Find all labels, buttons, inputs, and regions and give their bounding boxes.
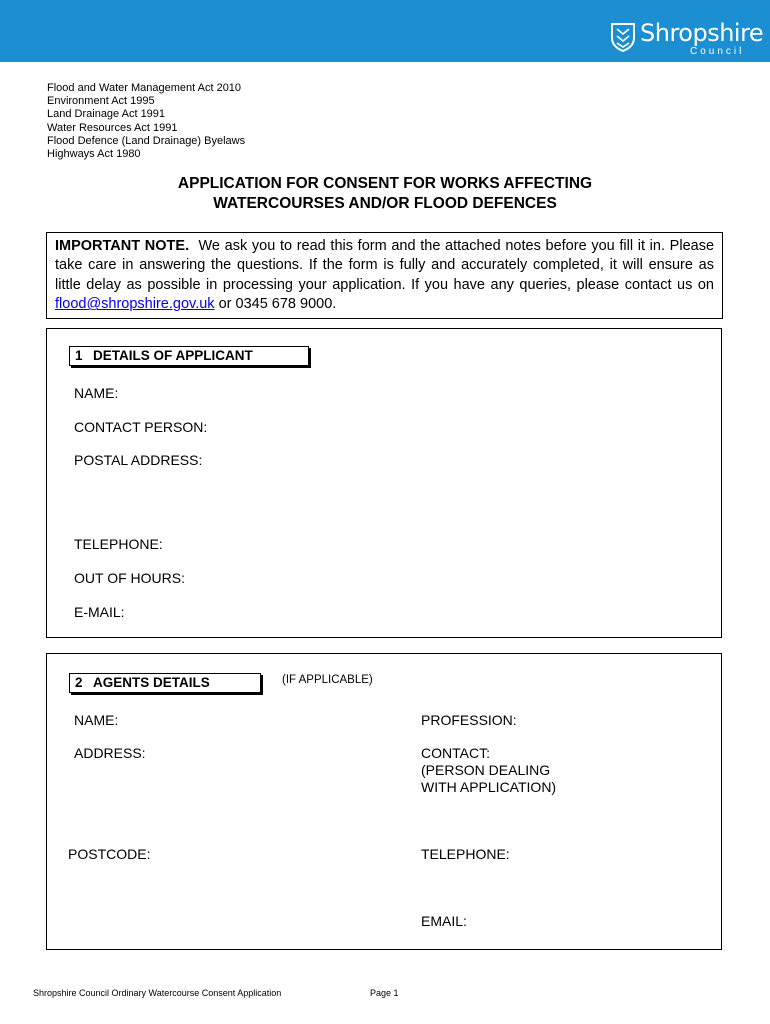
section-number: 1 xyxy=(75,348,83,363)
note-text: We ask you to read this form and the attached notes before you fill it in. Please take care in answering the questions. If the form is fully and accurately completed, it will ensure as little delay as possible in processing your application. If you have any queries, please contact us on xyxy=(55,238,715,293)
applicant-details-section xyxy=(46,328,722,638)
contact-label-line-2: (PERSON DEALING xyxy=(421,762,551,778)
address-label: ADDRESS: xyxy=(74,745,146,761)
footer-document-name: Shropshire Council Ordinary Watercourse Consent Application xyxy=(33,988,282,998)
logo-sub: Council xyxy=(690,46,745,57)
act-item: Land Drainage Act 1991 xyxy=(47,108,166,121)
shropshire-council-logo xyxy=(610,16,764,57)
agent-email-label: EMAIL: xyxy=(421,913,467,929)
page-title xyxy=(0,174,770,214)
contact-label-line-3: WITH APPLICATION) xyxy=(421,779,557,795)
section-title: DETAILS OF APPLICANT xyxy=(93,348,253,363)
footer-page-number: Page 1 xyxy=(370,988,399,998)
agent-name-label: NAME: xyxy=(74,712,119,728)
act-item: Water Resources Act 1991 xyxy=(47,121,178,134)
title-line-1: APPLICATION FOR CONSENT FOR WORKS AFFECTING xyxy=(177,175,593,192)
contact-person-label: CONTACT PERSON: xyxy=(74,419,208,435)
logo-name: Shropshire xyxy=(640,19,764,47)
section-2-heading xyxy=(69,673,261,693)
note-heading: IMPORTANT NOTE. xyxy=(55,238,190,254)
acts-list xyxy=(47,82,245,161)
agent-telephone-label: TELEPHONE: xyxy=(421,846,510,862)
telephone-label: TELEPHONE: xyxy=(74,536,163,552)
agents-details-section xyxy=(46,653,722,950)
out-of-hours-label: OUT OF HOURS: xyxy=(74,570,185,586)
contact-email-link[interactable]: flood@shropshire.gov.uk xyxy=(55,296,215,313)
act-item: Flood Defence (Land Drainage) Byelaws xyxy=(47,134,246,147)
postcode-label: POSTCODE: xyxy=(68,846,151,862)
important-note xyxy=(46,232,723,319)
contact-label: CONTACT: xyxy=(421,745,490,761)
act-item: Highways Act 1980 xyxy=(47,148,141,161)
act-item: Environment Act 1995 xyxy=(47,95,155,108)
act-item: Flood and Water Management Act 2010 xyxy=(47,82,242,94)
council-crest-icon xyxy=(610,22,636,52)
email-label: E-MAIL: xyxy=(74,604,125,620)
section-1-heading xyxy=(69,346,309,366)
postal-address-label: POSTAL ADDRESS: xyxy=(74,452,203,468)
section-number: 2 xyxy=(75,675,83,690)
header-bar xyxy=(0,0,770,62)
if-applicable-note: (IF APPLICABLE) xyxy=(282,674,373,686)
profession-label: PROFESSION: xyxy=(421,712,517,728)
title-line-2: WATERCOURSES AND/OR FLOOD DEFENCES xyxy=(213,195,557,212)
applicant-name-label: NAME: xyxy=(74,385,119,401)
note-tail: or 0345 678 9000. xyxy=(218,296,337,313)
section-title: AGENTS DETAILS xyxy=(93,675,210,690)
